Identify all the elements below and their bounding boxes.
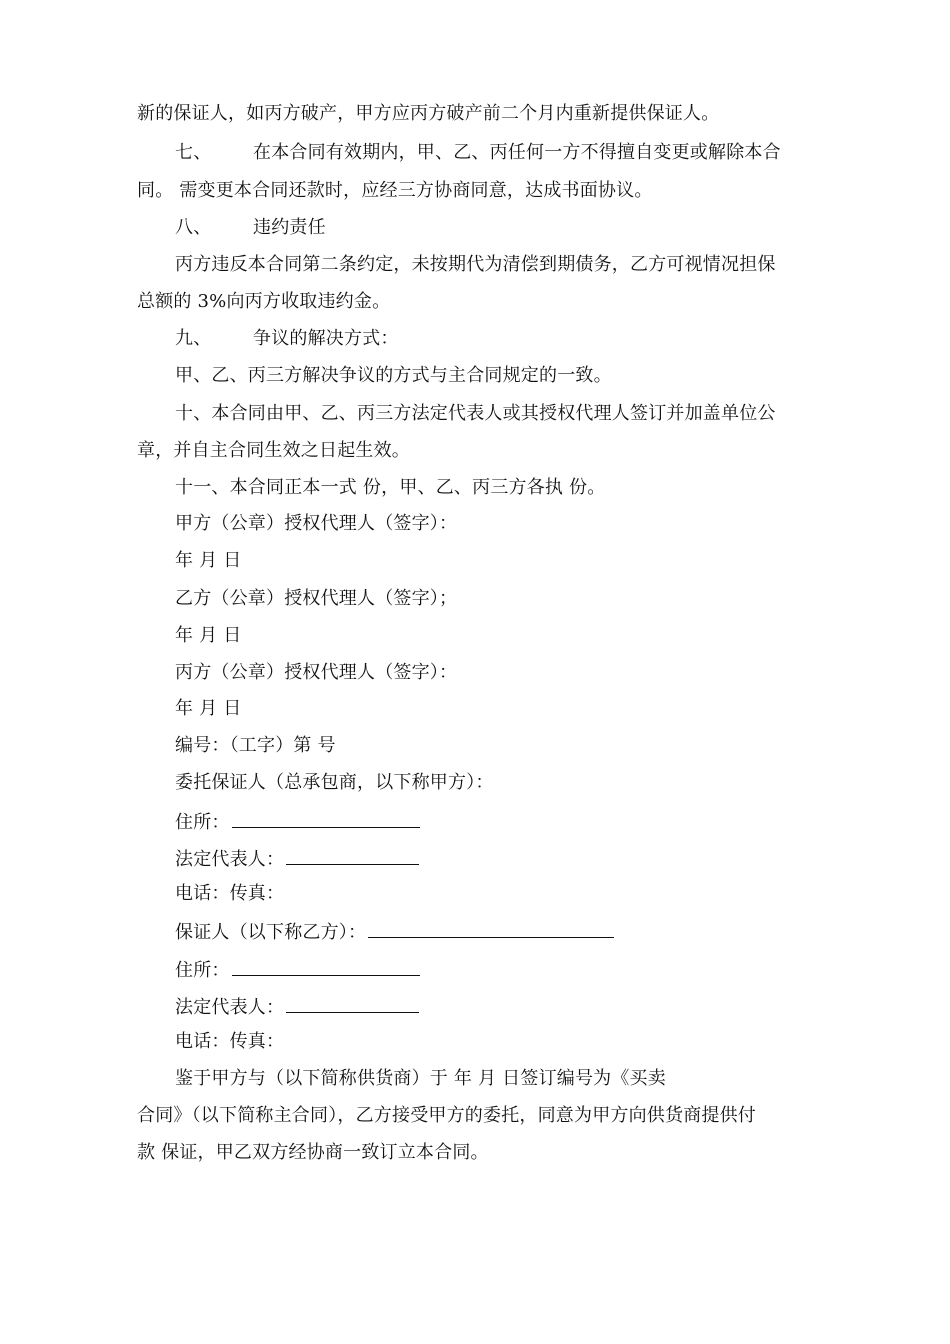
legal-rep-field	[175, 994, 419, 1020]
phone-fax-line: 电话：传真：	[175, 1031, 285, 1052]
clause-text: 在本合同有效期内，甲、乙、丙任何一方不得擅自变更或解除本合	[253, 142, 781, 163]
clause-number: 八、	[175, 217, 212, 238]
field-label: 住所：	[175, 960, 230, 981]
clause-9-line	[175, 327, 399, 351]
fill-in-blank	[232, 957, 420, 976]
paragraph-line: 甲、乙、丙三方解决争议的方式与主合同规定的一致。	[175, 365, 612, 386]
date-line: 年 月 日	[175, 550, 242, 571]
fill-in-blank	[368, 919, 614, 938]
clause-number: 七、	[175, 142, 212, 163]
paragraph-line: 十、本合同由甲、乙、丙三方法定代表人或其授权代理人签订并加盖单位公	[175, 403, 776, 424]
signature-line: 甲方（公章）授权代理人（签字）：	[175, 513, 458, 534]
field-label: 保证人（以下称乙方）：	[175, 922, 367, 943]
fill-in-blank	[286, 846, 419, 865]
fill-in-blank	[232, 809, 420, 828]
clause-8-line	[175, 216, 326, 240]
party-line: 委托保证人（总承包商，以下称甲方）：	[175, 772, 494, 793]
paragraph-line: 丙方违反本合同第二条约定，未按期代为清偿到期债务，乙方可视情况担保	[175, 254, 776, 275]
contract-number-line: 编号：（工字）第 号	[175, 735, 336, 756]
date-line: 年 月 日	[175, 698, 242, 719]
clause-text: 争议的解决方式：	[253, 328, 399, 349]
signature-line: 丙方（公章）授权代理人（签字）：	[175, 662, 458, 683]
paragraph-line: 鉴于甲方与（以下简称供货商）于 年 月 日签订编号为《买卖	[175, 1068, 666, 1089]
field-label: 法定代表人：	[175, 997, 285, 1018]
clause-text: 违约责任	[253, 217, 326, 238]
paragraph-line: 款 保证，甲乙双方经协商一致订立本合同。	[137, 1142, 489, 1163]
clause-7-line	[175, 141, 781, 165]
legal-rep-field	[175, 846, 419, 872]
guarantor-field	[175, 919, 614, 945]
clause-number: 九、	[175, 328, 212, 349]
paragraph-line: 新的保证人，如丙方破产，甲方应丙方破产前二个月内重新提供保证人。	[137, 103, 720, 124]
paragraph-line: 总额的 3%向丙方收取违约金。	[137, 291, 391, 312]
field-label: 住所：	[175, 812, 230, 833]
paragraph-line: 章，并自主合同生效之日起生效。	[137, 440, 410, 461]
signature-line: 乙方（公章）授权代理人（签字）；	[175, 588, 458, 609]
address-field	[175, 957, 420, 983]
phone-fax-line: 电话：传真：	[175, 883, 285, 904]
paragraph-line: 十一、本合同正本一式 份，甲、乙、丙三方各执 份。	[175, 477, 606, 498]
address-field	[175, 809, 420, 835]
paragraph-line: 同。 需变更本合同还款时，应经三方协商同意，达成书面协议。	[137, 180, 653, 201]
date-line: 年 月 日	[175, 625, 242, 646]
field-label: 法定代表人：	[175, 849, 285, 870]
fill-in-blank	[286, 994, 419, 1013]
paragraph-line: 合同》（以下简称主合同），乙方接受甲方的委托，同意为甲方向供货商提供付	[137, 1105, 756, 1126]
